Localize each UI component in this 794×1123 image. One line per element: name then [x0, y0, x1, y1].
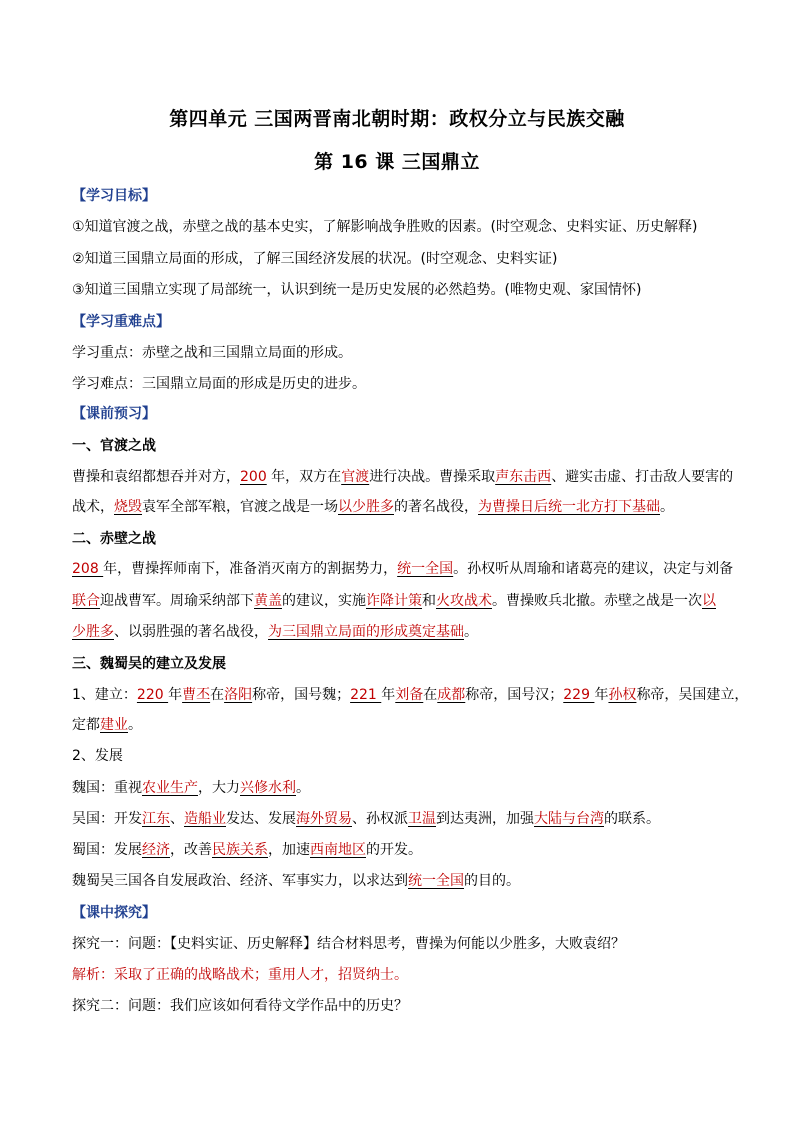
key-point: 学习重点：赤壁之战和三国鼎立局面的形成。	[72, 345, 352, 361]
goal-3: ③知道三国鼎立实现了局部统一，认识到统一是历史发展的必然趋势。(唯物史观、家国情怀)	[72, 282, 642, 298]
three-kingdoms-summary: 魏蜀吴三国各自发展政治、经济、军事实力，以求达到统一全国的目的。	[72, 873, 520, 889]
goal-1: ①知道官渡之战，赤壁之战的基本史实，了解影响战争胜败的因素。(时空观念、史料实证、历史解释)	[72, 219, 698, 235]
explore-answer-1: 解析：采取了正确的战略战术；重用人才，招贤纳士。	[72, 967, 408, 983]
wei-development: 魏国：重视农业生产，大力兴修水利。	[72, 780, 310, 796]
section-guandu-title: 一、官渡之战	[72, 438, 156, 454]
explore-header: 【课中探究】	[72, 905, 156, 921]
establish-line-2: 定都建业。	[72, 717, 142, 733]
guandu-line-1: 曹操和袁绍都想吞并对方，200 年，双方在官渡进行决战。曹操采取声东击西、避实击虚、打击敌人要害的	[72, 469, 734, 485]
establish-line-1: 1、建立：220 年曹丕在洛阳称帝，国号魏；221 年刘备在成都称帝，国号汉；229 年孙权称帝，吴国建立，	[72, 687, 749, 703]
development-label: 2、发展	[72, 748, 123, 764]
preview-header: 【课前预习】	[72, 406, 156, 422]
goal-2: ②知道三国鼎立局面的形成，了解三国经济发展的状况。(时空观念、史料实证)	[72, 251, 558, 267]
key-header: 【学习重难点】	[72, 314, 170, 330]
difficult-point: 学习难点：三国鼎立局面的形成是历史的进步。	[72, 376, 366, 392]
guandu-line-2: 战术，烧毁袁军全部军粮，官渡之战是一场以少胜多的著名战役，为曹操日后统一北方打下基础。	[72, 499, 674, 515]
wu-development: 吴国：开发江东、造船业发达、发展海外贸易、孙权派卫温到达夷洲，加强大陆与台湾的联系。	[72, 811, 660, 827]
shu-development: 蜀国：发展经济，改善民族关系，加速西南地区的开发。	[72, 842, 422, 858]
chibi-line-2: 联合迎战曹军。周瑜采纳部下黄盖的建议，实施诈降计策和火攻战术。曹操败兵北撤。赤壁之战是一次以	[72, 593, 716, 609]
section-chibi-title: 二、赤壁之战	[72, 531, 156, 547]
explore-question-1: 探究一：问题：【史料实证、历史解释】结合材料思考，曹操为何能以少胜多，大败袁绍？	[72, 936, 625, 952]
section-three-kingdoms-title: 三、魏蜀吴的建立及发展	[72, 656, 226, 672]
goals-header: 【学习目标】	[72, 188, 156, 204]
unit-title: 第四单元 三国两晋南北朝时期：政权分立与民族交融	[169, 108, 625, 130]
chibi-line-3: 少胜多、以弱胜强的著名战役，为三国鼎立局面的形成奠定基础。	[72, 624, 478, 640]
lesson-title: 第 16 课 三国鼎立	[314, 151, 480, 173]
explore-question-2: 探究二：问题：我们应该如何看待文学作品中的历史？	[72, 998, 408, 1014]
chibi-line-1: 208 年，曹操挥师南下，准备消灭南方的割据势力，统一全国。孙权听从周瑜和诸葛亮的建议，决定与刘备	[72, 561, 734, 577]
